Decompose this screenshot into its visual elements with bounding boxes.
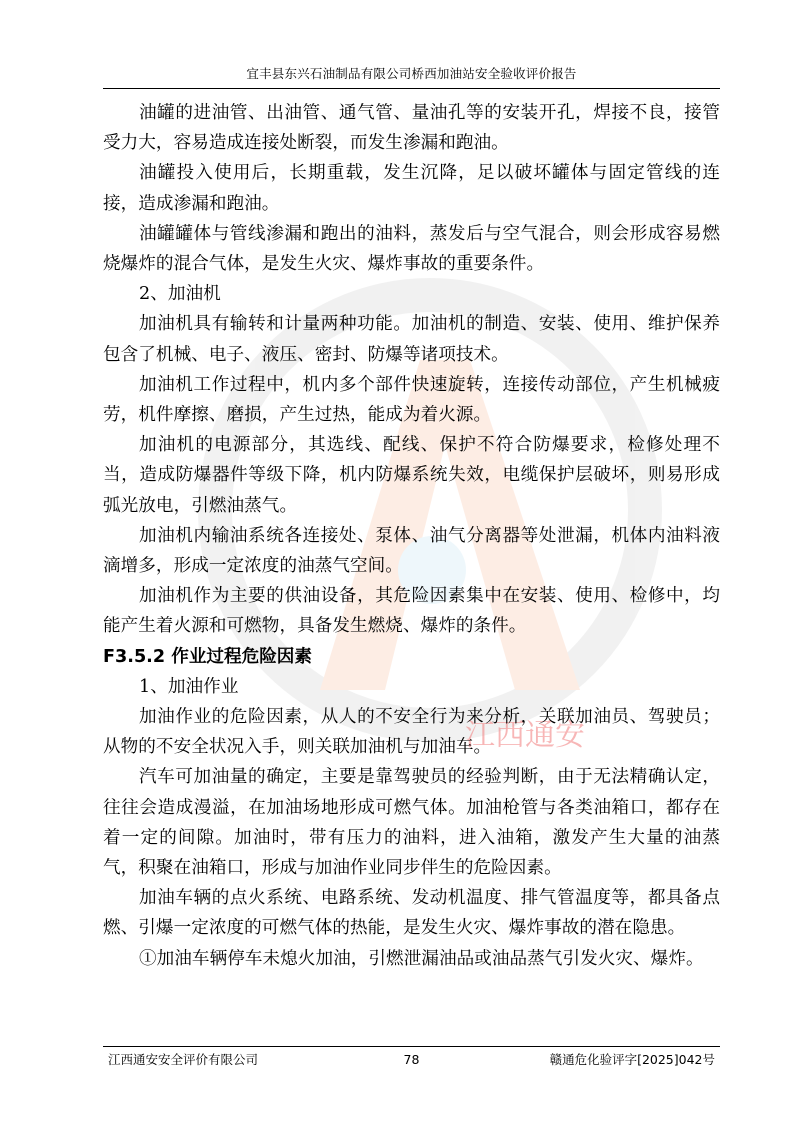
body-paragraph: 加油车辆的点火系统、电路系统、发动机温度、排气管温度等，都具备点燃、引爆一定浓度的可燃气体的热能，是发生火灾、爆炸事故的潜在隐患。 bbox=[103, 888, 720, 939]
body-paragraph: 加油机的电源部分，其选线、配线、保护不符合防爆要求，检修处理不当，造成防爆器件等级下降，机内防爆系统失效，电缆保护层破坏，则易形成弧光放电，引燃油蒸气。 bbox=[103, 435, 720, 516]
footer-page-number: 78 bbox=[403, 1052, 420, 1067]
body-paragraph: 油罐的进油管、出油管、通气管、量油孔等的安装开孔，焊接不良，接管受力大，容易造成连接处断裂，而发生渗漏和跑油。 bbox=[103, 103, 720, 154]
header-divider bbox=[103, 88, 720, 89]
body-paragraph: 加油机工作过程中，机内多个部件快速旋转，连接传动部位，产生机械疲劳，机件摩擦、磨损，产生过热，能成为着火源。 bbox=[103, 374, 720, 426]
page-body bbox=[103, 98, 720, 974]
page-header: 宜丰县东兴石油制品有限公司桥西加油站安全验收评价报告 bbox=[246, 66, 577, 81]
watermark-text: 江西通安 bbox=[465, 718, 585, 753]
body-paragraph: 汽车可加油量的确定，主要是靠驾驶员的经验判断，由于无法精确认定，往往会造成漫溢，在加油场地形成可燃气体。加油枪管与各类油箱口，都存在着一定的间隙。加油时，带有压力的油料，进入油箱，激发产生大量的油蒸气，积聚在油箱口，形成与加油作业同步伴生的危险因素。 bbox=[103, 767, 720, 879]
footer-divider bbox=[103, 1046, 720, 1047]
body-paragraph: 加油机作为主要的供油设备，其危险因素集中在安装、使用、检修中，均能产生着火源和可燃物，具备发生燃烧、爆炸的条件。 bbox=[103, 586, 720, 637]
body-paragraph: 加油机具有输转和计量两种功能。加油机的制造、安装、使用、维护保养包含了机械、电子、液压、密封、防爆等诸项技术。 bbox=[103, 314, 720, 365]
section-heading: F3.5.2 作业过程危险因素 bbox=[103, 646, 312, 667]
body-paragraph: 油罐罐体与管线渗漏和跑出的油料，蒸发后与空气混合，则会形成容易燃烧爆炸的混合气体，是发生火灾、爆炸事故的重要条件。 bbox=[103, 223, 720, 275]
footer-doc-number: 赣通危化验评字[2025]042号 bbox=[549, 1052, 715, 1067]
body-paragraph: 加油作业的危险因素，从人的不安全行为来分析，关联加油员、驾驶员；从物的不安全状况入手，则关联加油机与加油车。 bbox=[103, 707, 720, 758]
page-footer bbox=[108, 1050, 715, 1070]
list-heading: 2、加油机 bbox=[139, 284, 221, 305]
footer-company: 江西通安安全评价有限公司 bbox=[108, 1052, 259, 1067]
body-paragraph: 油罐投入使用后，长期重载，发生沉降，足以破坏罐体与固定管线的连接，造成渗漏和跑油。 bbox=[103, 163, 720, 214]
list-heading: 1、加油作业 bbox=[139, 676, 239, 697]
body-paragraph: ①加油车辆停车未熄火加油，引燃泄漏油品或油品蒸气引发火灾、爆炸。 bbox=[139, 948, 704, 969]
body-paragraph: 加油机内输油系统各连接处、泵体、油气分离器等处泄漏，机体内油料液滴增多，形成一定浓度的油蒸气空间。 bbox=[103, 525, 720, 577]
